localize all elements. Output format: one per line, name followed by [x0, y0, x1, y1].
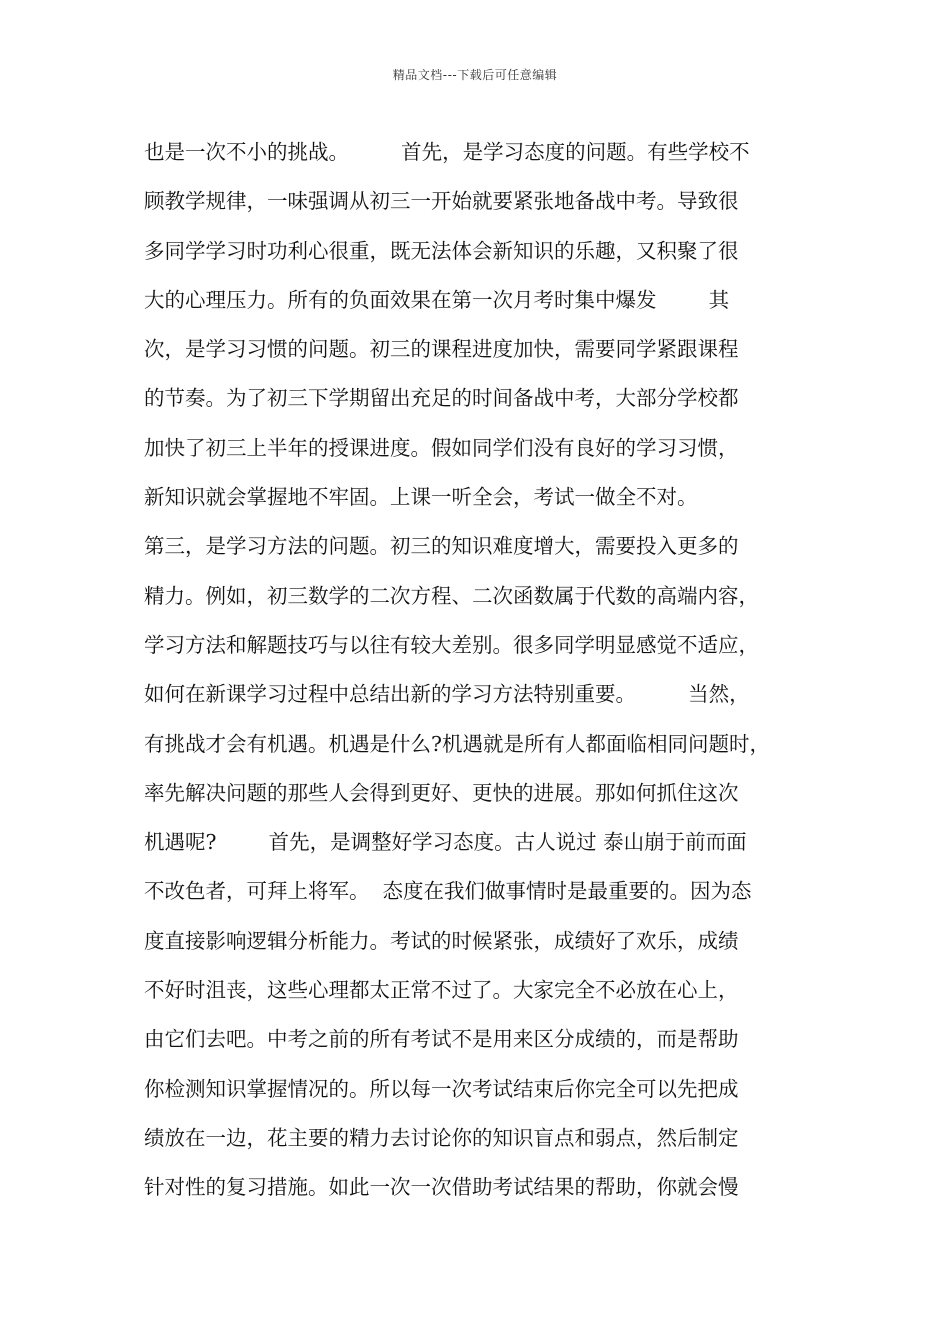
- text-line: 大的心理压力。所有的负面效果在第一次月考时集中爆发 其: [144, 287, 730, 312]
- page-header: 精品文档---下载后可任意编辑: [392, 68, 558, 82]
- text-line: 绩放在一边，花主要的精力去讨论你的知识盲点和弱点，然后制定: [144, 1125, 739, 1150]
- text-line: 机遇呢? 首先，是调整好学习态度。古人说过 泰山崩于前而面: [144, 830, 747, 855]
- text-line: 不好时沮丧，这些心理都太正常不过了。大家完全不必放在心上，: [144, 978, 739, 1003]
- text-line: 多同学学习时功利心很重，既无法体会新知识的乐趣，又积聚了很: [144, 238, 739, 263]
- text-line: 如何在新课学习过程中总结出新的学习方法特别重要。 当然，: [144, 682, 750, 707]
- text-line: 第三，是学习方法的问题。初三的知识难度增大，需要投入更多的: [144, 534, 739, 559]
- text-line: 精力。例如，初三数学的二次方程、二次函数属于代数的高端内容，: [144, 583, 759, 608]
- text-line: 加快了初三上半年的授课进度。假如同学们没有良好的学习习惯，: [144, 435, 739, 460]
- text-line: 你检测知识掌握情况的。所以每一次考试结束后你完全可以先把成: [144, 1076, 739, 1101]
- text-line: 度直接影响逻辑分析能力。考试的时候紧张，成绩好了欢乐，成绩: [144, 928, 739, 953]
- text-line: 有挑战才会有机遇。机遇是什么?机遇就是所有人都面临相同问题时，: [144, 731, 770, 756]
- text-line: 顾教学规律，一味强调从初三一开始就要紧张地备战中考。导致很: [144, 189, 739, 214]
- body-text: [144, 128, 834, 1213]
- text-line: 次，是学习习惯的问题。初三的课程进度加快，需要同学紧跟课程: [144, 337, 739, 362]
- text-line: 新知识就会掌握地不牢固。上课一听全会，考试一做全不对。: [144, 485, 698, 510]
- text-line: 不改色者，可拜上将军。 态度在我们做事情时是最重要的。因为态: [144, 879, 752, 904]
- text-line: 的节奏。为了初三下学期留出充足的时间备战中考，大部分学校都: [144, 386, 739, 411]
- text-line: 也是一次不小的挑战。 首先，是学习态度的问题。有些学校不: [144, 140, 750, 164]
- text-line: 率先解决问题的那些人会得到更好、更快的进展。那如何抓住这次: [144, 780, 739, 805]
- text-line: 针对性的复习措施。如此一次一次借助考试结果的帮助，你就会慢: [144, 1175, 739, 1200]
- text-line: 由它们去吧。中考之前的所有考试不是用来区分成绩的，而是帮助: [144, 1027, 739, 1052]
- text-line: 学习方法和解题技巧与以往有较大差别。很多同学明显感觉不适应，: [144, 632, 759, 657]
